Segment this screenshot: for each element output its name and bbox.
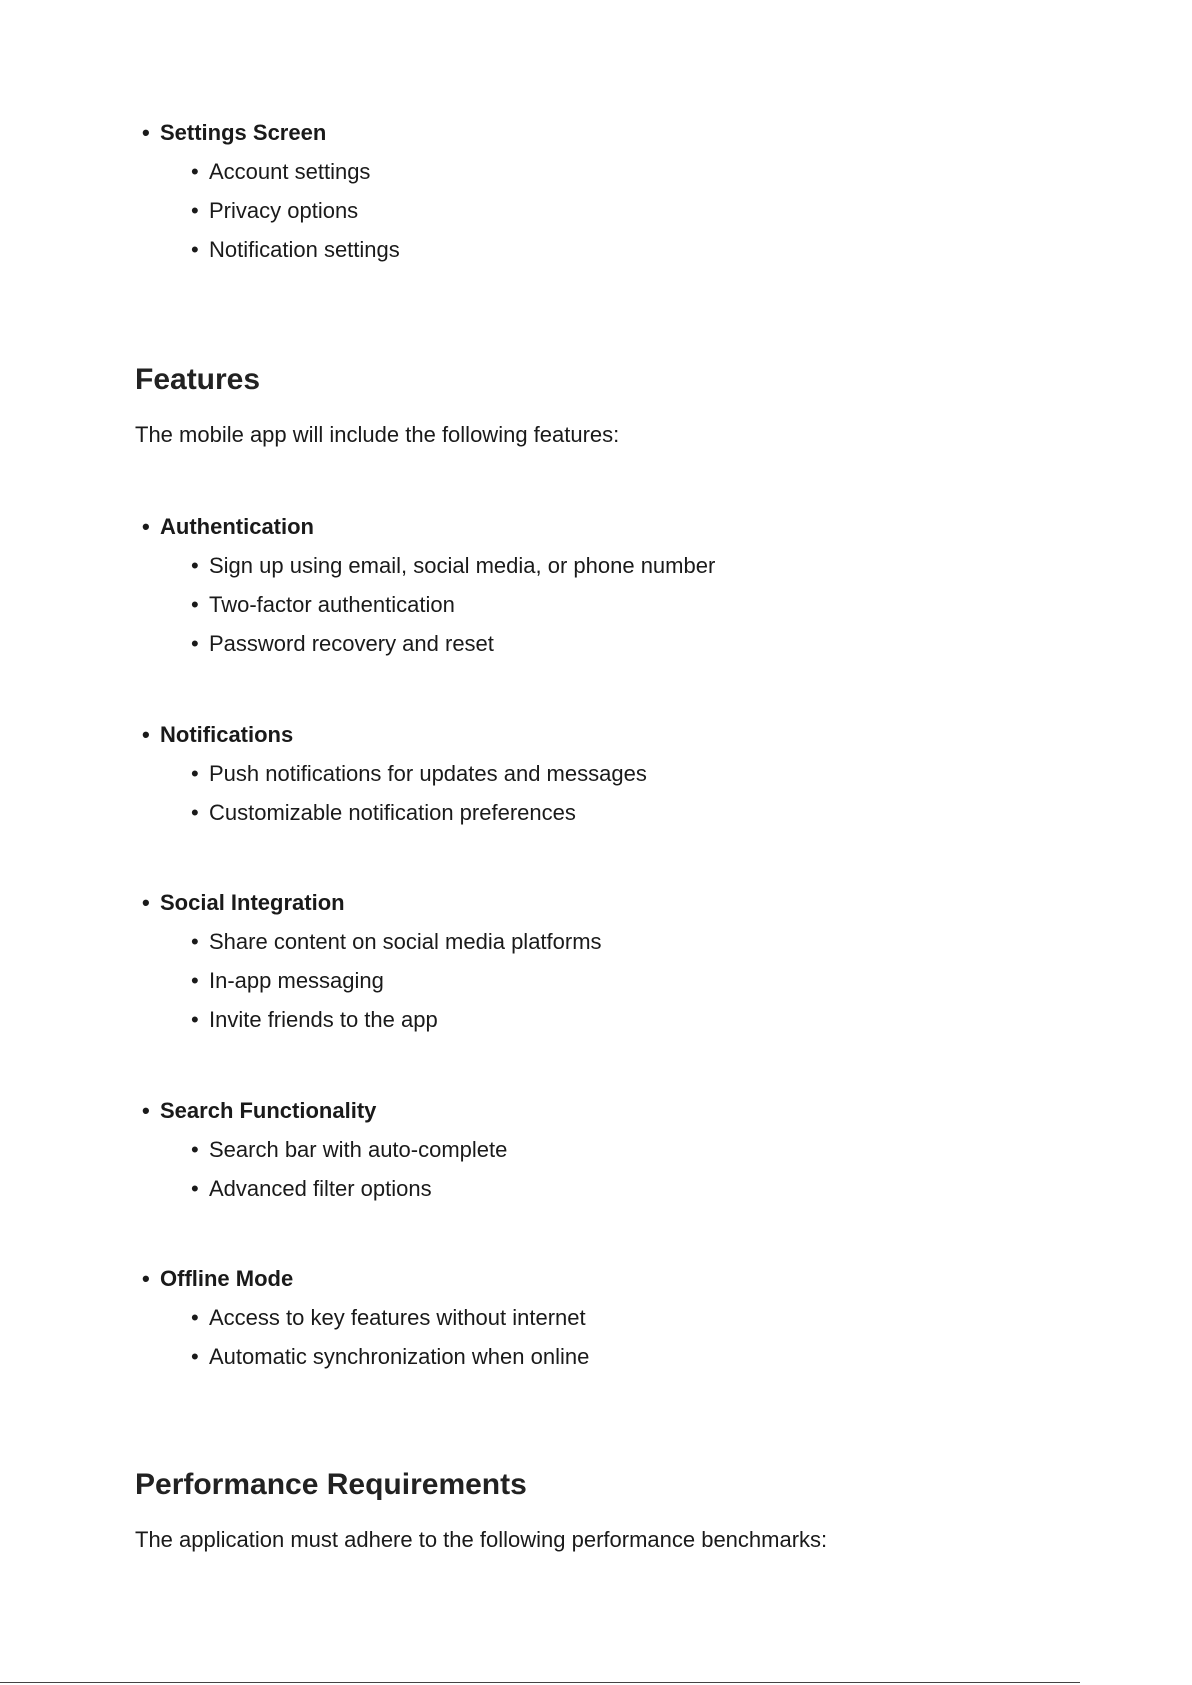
list-item (160, 1175, 1085, 1203)
list-item-text: Privacy options (209, 198, 359, 223)
features-heading: Features (135, 363, 261, 396)
features-intro-wrap (135, 421, 1085, 449)
bullet: • (191, 968, 199, 993)
list-item-text: Account settings (209, 159, 371, 184)
list-item (160, 591, 1085, 619)
notifications-list (135, 721, 1085, 827)
bullet: • (191, 1007, 199, 1032)
features-section-heading-wrap (135, 362, 1085, 398)
list-item-text: Push notifications for updates and messages (209, 761, 647, 786)
bullet: • (142, 120, 150, 145)
list-item (160, 1304, 1085, 1332)
list-item-text: Automatic synchronization when online (209, 1344, 590, 1369)
bullet: • (142, 1266, 150, 1291)
list-item-text: Customizable notification preferences (209, 800, 576, 825)
page-bottom-divider (0, 1682, 1080, 1683)
bullet: • (191, 159, 199, 184)
list-item-text: Access to key features without internet (209, 1305, 586, 1330)
list-item (160, 799, 1085, 827)
list-group-title: Settings Screen (160, 120, 327, 145)
list-item-text: Share content on social media platforms (209, 929, 602, 954)
performance-intro-wrap (135, 1526, 1085, 1554)
list-item-text: Advanced filter options (209, 1176, 432, 1201)
list-item (160, 197, 1085, 225)
bullet: • (142, 722, 150, 747)
list-group-title: Search Functionality (160, 1098, 377, 1123)
list-item (160, 1006, 1085, 1034)
list-group-title: Offline Mode (160, 1266, 294, 1291)
bullet: • (191, 761, 199, 786)
features-intro: The mobile app will include the following features: (135, 422, 620, 447)
list-item (135, 119, 1085, 264)
bullet: • (142, 514, 150, 539)
bullet: • (191, 800, 199, 825)
list-item-text: Two-factor authentication (209, 592, 455, 617)
list-item (135, 1097, 1085, 1203)
list-item (160, 967, 1085, 995)
list-item (160, 1343, 1085, 1371)
bullet: • (191, 592, 199, 617)
list-group-title: Notifications (160, 722, 294, 747)
bullet: • (191, 237, 199, 262)
bullet: • (142, 1098, 150, 1123)
bullet: • (191, 1137, 199, 1162)
list-item (160, 760, 1085, 788)
bullet: • (191, 1176, 199, 1201)
list-item (160, 158, 1085, 186)
bullet: • (142, 890, 150, 915)
bullet: • (191, 553, 199, 578)
list-group-title: Social Integration (160, 890, 345, 915)
list-item (135, 1265, 1085, 1371)
list-item-text: Sign up using email, social media, or phone number (209, 553, 716, 578)
list-item (135, 721, 1085, 827)
search-functionality-list (135, 1097, 1085, 1203)
performance-heading: Performance Requirements (135, 1468, 527, 1501)
list-item-text: Invite friends to the app (209, 1007, 438, 1032)
performance-heading-wrap (135, 1467, 1085, 1503)
list-item (160, 928, 1085, 956)
offline-mode-list (135, 1265, 1085, 1371)
list-item (160, 236, 1085, 264)
bullet: • (191, 1305, 199, 1330)
bullet: • (191, 631, 199, 656)
list-item-text: Search bar with auto-complete (209, 1137, 508, 1162)
settings-screen-list (135, 119, 1085, 264)
list-item (135, 889, 1085, 1034)
bullet: • (191, 198, 199, 223)
performance-intro: The application must adhere to the following performance benchmarks: (135, 1527, 828, 1552)
list-group-title: Authentication (160, 514, 314, 539)
bullet: • (191, 1344, 199, 1369)
list-item-text: Notification settings (209, 237, 400, 262)
list-item (135, 513, 1085, 658)
list-item (160, 552, 1085, 580)
list-item-text: Password recovery and reset (209, 631, 494, 656)
list-item-text: In-app messaging (209, 968, 384, 993)
authentication-list (135, 513, 1085, 658)
list-item (160, 630, 1085, 658)
social-integration-list (135, 889, 1085, 1034)
list-item (160, 1136, 1085, 1164)
bullet: • (191, 929, 199, 954)
